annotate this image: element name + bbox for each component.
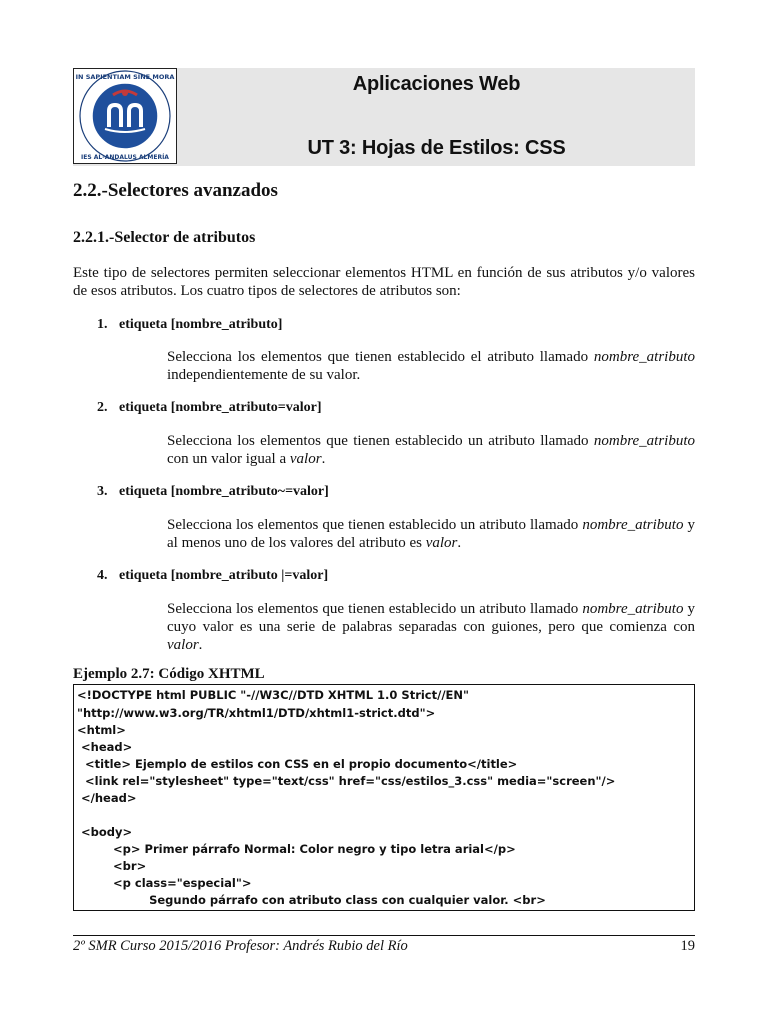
example-caption: Ejemplo 2.7: Código XHTML bbox=[73, 666, 265, 682]
list-item-number: 3. bbox=[97, 484, 108, 499]
code-line: </head> bbox=[77, 791, 137, 805]
course-title: Aplicaciones Web bbox=[352, 73, 521, 95]
code-line: <head> bbox=[77, 740, 133, 754]
svg-text:IES AL-ANDALUS ALMERÍA: IES AL-ANDALUS ALMERÍA bbox=[81, 154, 169, 161]
code-line: "http://www.w3.org/TR/xhtml1/DTD/xhtml1-strict.dtd"> bbox=[77, 706, 436, 720]
code-line: <p class="especial"> bbox=[77, 876, 252, 890]
school-seal-icon bbox=[75, 69, 175, 163]
code-line: <br> bbox=[77, 859, 147, 873]
list-item-description: Selecciona los elementos que tienen establecido un atributo llamado nombre_atributo y cuyo valor es una serie de palabras separadas con guiones, pero que comienza con valor. bbox=[167, 601, 696, 653]
code-line: <p> Primer párrafo Normal: Color negro y tipo letra arial</p> bbox=[77, 842, 516, 856]
list-item-title bbox=[97, 568, 328, 584]
page-number: 19 bbox=[680, 938, 695, 954]
list-item-number: 2. bbox=[97, 400, 108, 415]
list-item-title bbox=[97, 317, 282, 333]
code-line: <!DOCTYPE html PUBLIC "-//W3C//DTD XHTML 1.0 Strict//EN" bbox=[77, 688, 469, 702]
list-item-title bbox=[97, 400, 322, 416]
intro-paragraph: Este tipo de selectores permiten seleccionar elementos HTML en función de sus atributos y/o valores de esos atributos. Los cuatro tipos de selectores de atributos son: bbox=[73, 265, 695, 299]
code-line: <html> bbox=[77, 723, 126, 737]
list-item-title bbox=[97, 484, 329, 500]
code-line: <title> Ejemplo de estilos con CSS en el propio documento</title> bbox=[77, 757, 518, 771]
list-item-label: etiqueta [nombre_atributo |=valor] bbox=[119, 568, 329, 583]
code-line: Segundo párrafo con atributo class con cualquier valor. <br> bbox=[77, 893, 546, 907]
list-item-label: etiqueta [nombre_atributo=valor] bbox=[119, 400, 322, 415]
footer-course-info: 2º SMR Curso 2015/2016 Profesor: Andrés Rubio del Río bbox=[73, 938, 408, 954]
list-item-description: Selecciona los elementos que tienen establecido un atributo llamado nombre_atributo con un valor igual a valor. bbox=[167, 433, 695, 467]
unit-title: UT 3: Hojas de Estilos: CSS bbox=[307, 137, 566, 159]
list-item-description: Selecciona los elementos que tienen establecido el atributo llamado nombre_atributo independientemente de su valor. bbox=[167, 349, 695, 383]
svg-text:IN SAPIENTIAM SINE MORA: IN SAPIENTIAM SINE MORA bbox=[75, 73, 175, 81]
school-logo bbox=[73, 68, 177, 164]
list-item-number: 4. bbox=[97, 568, 108, 583]
section-heading: 2.2.-Selectores avanzados bbox=[73, 180, 278, 201]
subsection-heading: 2.2.1.-Selector de atributos bbox=[73, 229, 256, 246]
list-item-description: Selecciona los elementos que tienen establecido un atributo llamado nombre_atributo y al menos uno de los valores del atributo es valor. bbox=[167, 517, 696, 551]
code-line: <link rel="stylesheet" type="text/css" href="css/estilos_3.css" media="screen"/> bbox=[77, 774, 616, 788]
list-item-number: 1. bbox=[97, 317, 108, 332]
list-item-label: etiqueta [nombre_atributo~=valor] bbox=[119, 484, 329, 499]
list-item-label: etiqueta [nombre_atributo] bbox=[119, 317, 283, 332]
code-line: <body> bbox=[77, 825, 133, 839]
footer-divider bbox=[73, 935, 695, 936]
